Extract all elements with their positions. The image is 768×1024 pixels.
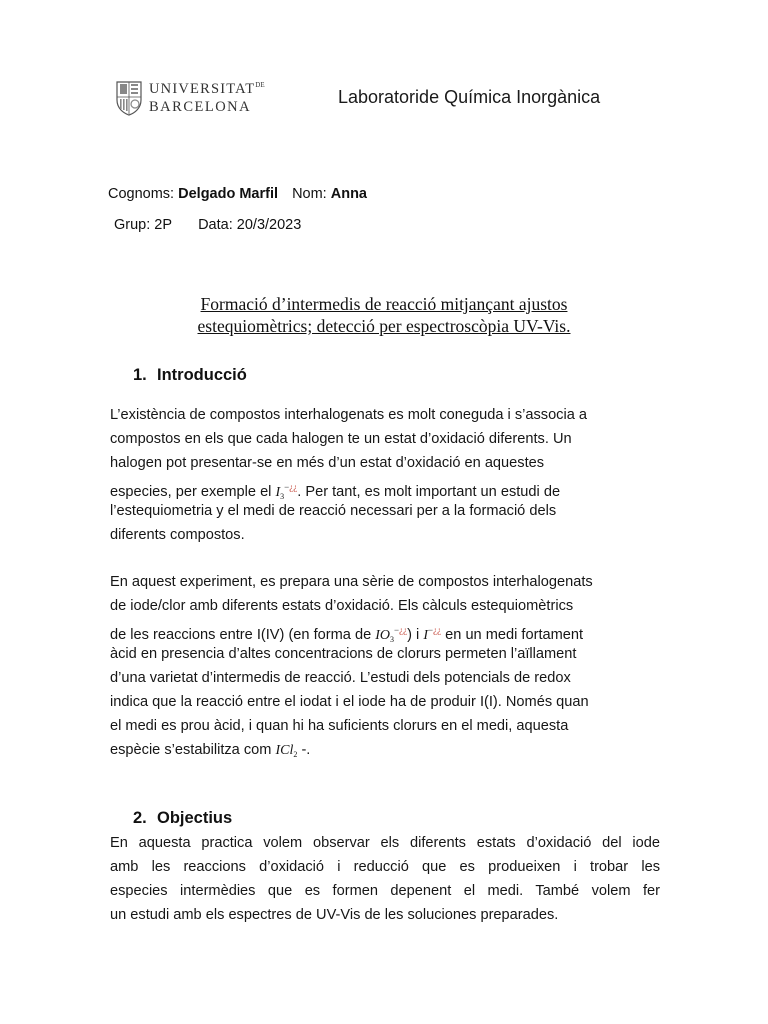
date-label: Data: (198, 217, 233, 233)
formula-i3 (275, 482, 298, 501)
section-heading-objectius (133, 809, 232, 828)
formula-subscript: 3 (390, 635, 395, 644)
section-title: Introducció (157, 366, 247, 384)
group-date-line (114, 217, 301, 233)
formula-charge: − (428, 625, 434, 635)
document-title-line2: estequiomètrics; detecció per espectroscòpia UV-Vis. (197, 316, 571, 336)
formula-mark: ¿¿ (399, 625, 408, 635)
section-number: 2. (133, 809, 147, 827)
formula-subscript: 3 (280, 492, 285, 501)
formula-superscript (428, 625, 441, 635)
paragraph-line (110, 475, 660, 499)
paragraph-text: espècie s’estabilitza com (110, 742, 272, 758)
university-shield-icon (116, 80, 142, 116)
intro-paragraph-2 (110, 570, 660, 762)
section-title: Objectius (157, 809, 233, 827)
group-label: Grup: (114, 217, 151, 233)
paragraph-line: el medi es prou àcid, i quan hi ha suficients clorurs en el medi, aquesta (110, 718, 569, 734)
document-title-line1: Formació d’intermedis de reacció mitjançant ajustos (200, 294, 568, 314)
paragraph-line: En aquest experiment, es prepara una sèrie de compostos interhalogenats (110, 574, 593, 590)
logo-line1: UNIVERSITAT (149, 81, 256, 97)
objectives-paragraph (110, 831, 660, 927)
paragraph-text: en un medi fortament (445, 627, 584, 643)
formula-subscript: 2 (293, 750, 298, 759)
section-heading-introduccio (133, 366, 247, 385)
paragraph-line: àcid en presencia d’altes concentracions de clorurs permeten l’aïllament (110, 646, 577, 662)
lab-title: Laboratoride Química Inorgànica (338, 87, 601, 107)
formula-base: I (275, 485, 281, 500)
paragraph-line: L’existència de compostos interhalogenats es molt coneguda i s’associa a (110, 407, 588, 423)
surname-label: Cognoms: (108, 186, 175, 202)
paragraph-line: l’estequiometria y el medi de reacció necessari per a la formació dels (110, 503, 557, 519)
paragraph-text: especies, per exemple el (110, 484, 272, 500)
formula-i (423, 625, 442, 643)
formula-charge: − (284, 482, 290, 492)
formula-charge: − (394, 625, 400, 635)
paragraph-text: . Per tant, es molt important un estudi de (297, 484, 561, 500)
surname-value: Delgado Marfil (178, 186, 279, 202)
paragraph-line: diferents compostos. (110, 527, 245, 543)
formula-base: IO (375, 628, 391, 643)
formula-base: I (423, 628, 429, 643)
paragraph-line: compostos en els que cada halogen te un estat d’oxidació diferents. Un (110, 431, 572, 447)
paragraph-line: un estudi amb els espectres de UV-Vis de les soluciones preparades. (110, 907, 559, 923)
date-value: 20/3/2023 (236, 217, 302, 233)
paragraph-text: ) i (407, 627, 420, 643)
intro-paragraph-1 (110, 403, 660, 547)
paragraph-line (110, 738, 660, 762)
paragraph-line: especies intermèdies que es formen depenent el medi. També volem fer (110, 883, 660, 899)
paragraph-line: halogen pot presentar-se en més d’un estat d’oxidació en aquestes (110, 455, 545, 471)
formula-io3 (375, 625, 408, 644)
document-title (110, 293, 658, 337)
name-label: Nom: (292, 186, 327, 202)
formula-superscript (284, 482, 297, 492)
group-value: 2P (154, 217, 173, 233)
paragraph-text: de les reaccions entre I(IV) (en forma de (110, 627, 372, 643)
paragraph-line (110, 618, 660, 642)
name-value: Anna (330, 186, 367, 202)
section-number: 1. (133, 366, 147, 384)
paragraph-line: de iode/clor amb diferents estats d’oxidació. Els càlculs estequiomètrics (110, 598, 574, 614)
paragraph-text: -. (301, 742, 311, 758)
logo-line2: BARCELONA (149, 98, 252, 115)
paragraph-line: En aquesta practica volem observar els diferents estats d’oxidació del iode (110, 835, 660, 851)
formula-icl2 (275, 743, 297, 758)
formula-base: ICl (275, 743, 294, 758)
paragraph-line: indica que la reacció entre el iodat i el iode ha de produir I(I). Només quan (110, 694, 589, 710)
formula-mark: ¿¿ (433, 625, 442, 635)
logo-de: DE (255, 81, 265, 89)
formula-superscript (394, 625, 407, 635)
paragraph-line: amb les reaccions d’oxidació i reducció que es produeixen i trobar les (110, 859, 660, 875)
paragraph-line: d’una varietat d’intermedis de reacció. L’estudi dels potencials de redox (110, 670, 571, 686)
student-name-line (108, 186, 367, 202)
formula-mark: ¿¿ (289, 482, 298, 492)
university-logo (116, 78, 266, 118)
